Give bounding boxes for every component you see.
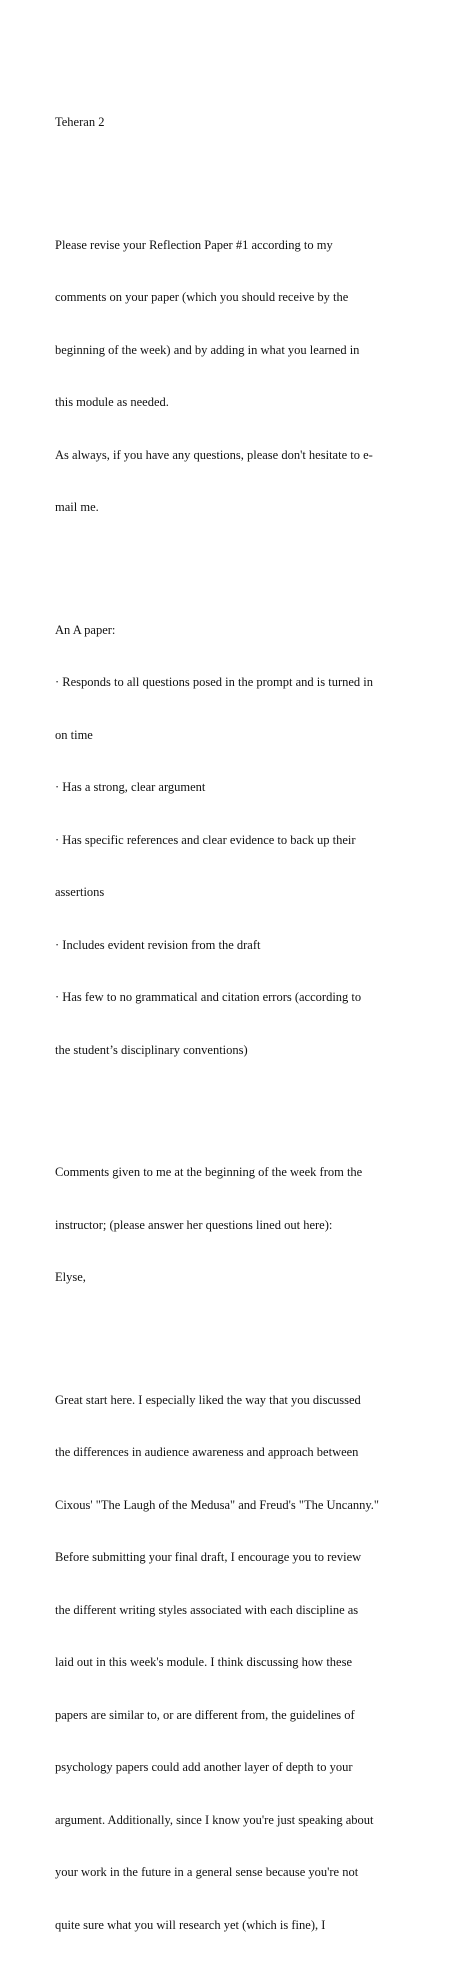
- intro-line: comments on your paper (which you should receive by the: [55, 290, 349, 304]
- intro-line: mail me.: [55, 500, 99, 514]
- criteria-line: · Includes evident revision from the draft: [55, 937, 261, 952]
- criteria-line: assertions: [55, 885, 105, 899]
- feedback-line: papers are similar to, or are different from, the guidelines of: [55, 1707, 355, 1722]
- criteria-line: the student’s disciplinary conventions): [55, 1042, 248, 1057]
- spacer: [55, 167, 415, 185]
- criteria-line: · Has a strong, clear argument: [55, 780, 206, 794]
- comments-intro-line: instructor; (please answer her questions lined out here):: [55, 1217, 333, 1232]
- criteria-line: · Has specific references and clear evidence to back up their: [55, 832, 356, 847]
- criteria-line: · Has few to no grammatical and citation errors (according to: [55, 990, 362, 1004]
- intro-line: this module as needed.: [55, 395, 169, 409]
- spacer: [55, 1322, 415, 1340]
- feedback-line: quite sure what you will research yet (which is fine), I: [55, 1917, 326, 1932]
- criteria-line: · Responds to all questions posed in the prompt and is turned in: [55, 675, 374, 689]
- criteria-heading: An A paper:: [55, 622, 116, 637]
- document-header: Teheran 2: [55, 115, 105, 129]
- intro-line: Please revise your Reflection Paper #1 according to my: [55, 237, 333, 252]
- feedback-line: laid out in this week's module. I think discussing how these: [55, 1655, 353, 1669]
- feedback-line: Cixous' "The Laugh of the Medusa" and Freud's "The Uncanny.": [55, 1497, 380, 1512]
- spacer: [55, 552, 415, 570]
- salutation: Elyse,: [55, 1270, 86, 1284]
- comments-intro-line: Comments given to me at the beginning of the week from the: [55, 1165, 363, 1179]
- feedback-line: your work in the future in a general sense because you're not: [55, 1865, 359, 1879]
- feedback-line: Before submitting your final draft, I encourage you to review: [55, 1550, 362, 1564]
- feedback-line: Great start here. I especially liked the way that you discussed: [55, 1392, 361, 1407]
- feedback-line: argument. Additionally, since I know you're just speaking about: [55, 1812, 374, 1827]
- feedback-line: the differences in audience awareness and approach between: [55, 1445, 359, 1459]
- criteria-line: on time: [55, 727, 93, 742]
- spacer: [55, 1094, 415, 1112]
- feedback-line: the different writing styles associated with each discipline as: [55, 1602, 359, 1617]
- intro-line: As always, if you have any questions, please don't hesitate to e-: [55, 447, 373, 462]
- document-body: [55, 79, 415, 1969]
- feedback-line: psychology papers could add another layer of depth to your: [55, 1760, 353, 1774]
- intro-line: beginning of the week) and by adding in what you learned in: [55, 342, 360, 357]
